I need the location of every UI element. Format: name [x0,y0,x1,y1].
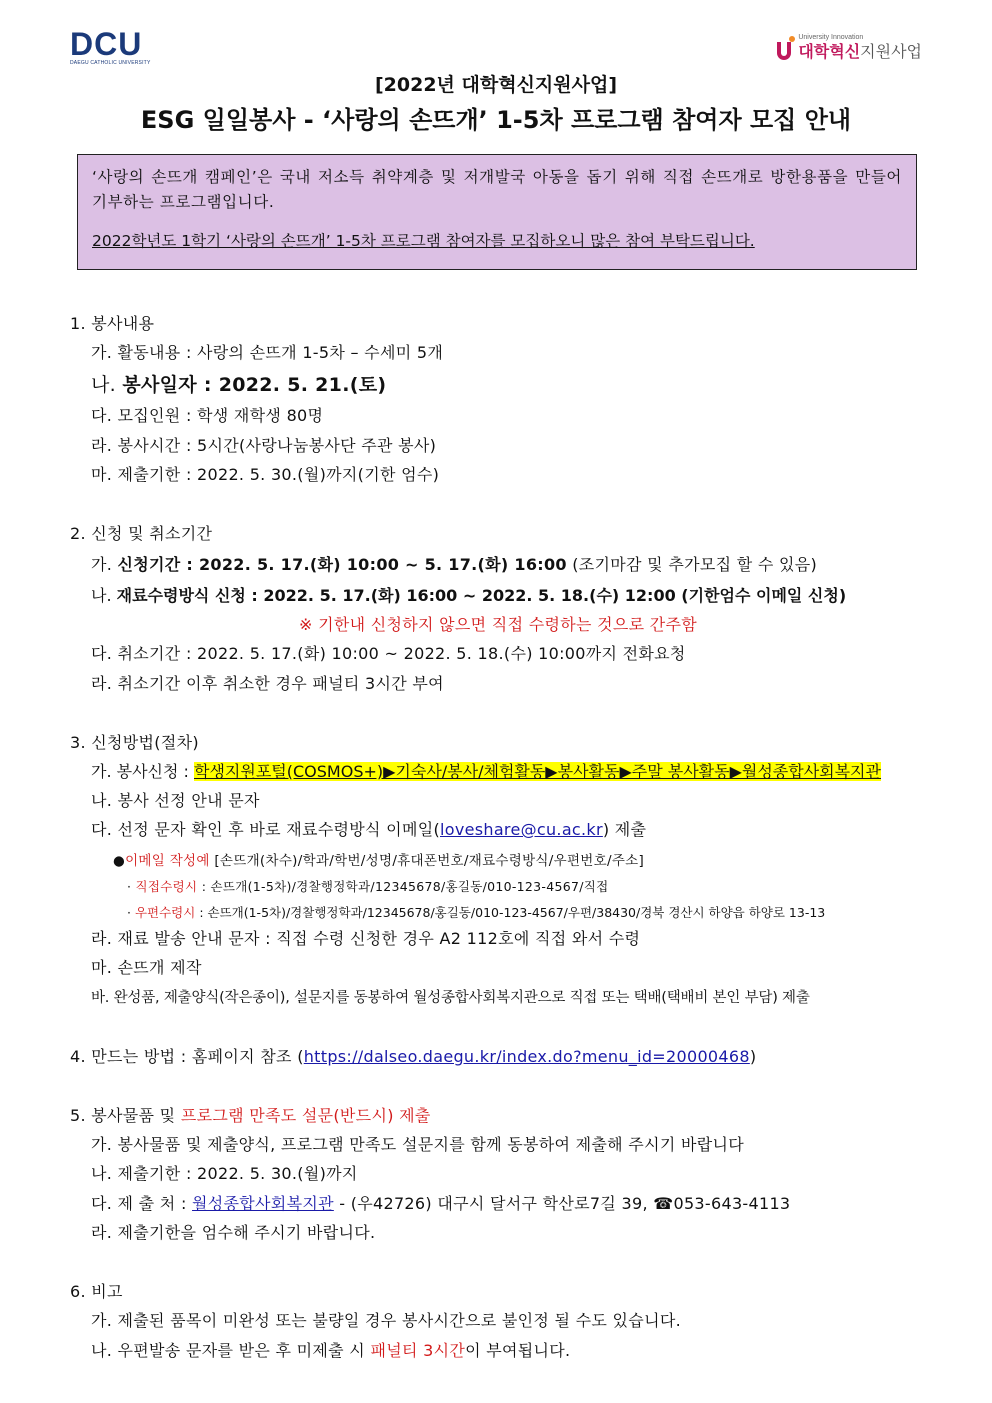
ui-logo-name-gray: 지원사업 [860,42,922,61]
dcu-logo-text: DCU [70,26,143,62]
intro-paragraph: ‘사랑의 손뜨개 캠페인’은 국내 저소득 취약계층 및 저개발국 아동을 돕기 위해 직접 손뜨개로 방한용품을 만들어 기부하는 프로그램입니다. [92,168,902,211]
s2-na-prefix: 나. [91,586,117,605]
email-example-label: 이메일 작성예 [125,853,210,869]
document-title: ESG 일일봉사 - ‘사랑의 손뜨개’ 1-5차 프로그램 참여자 모집 안내 [140,106,852,134]
s3-da-suffix: ) 제출 [602,820,647,839]
s6-item-ga: 가. 제출된 품목이 미완성 또는 불량일 경우 봉사시간으로 불인정 될 수도 있습니다. [91,1311,681,1330]
bullet-icon: ● [113,853,126,869]
email-link[interactable]: loveshare@cu.ac.kr [440,820,603,839]
s6-na-prefix: 나. 우편발송 문자를 받은 후 미제출 시 [91,1341,371,1360]
s1-na-prefix: 나. [91,374,123,396]
s1-item-ma: 마. 제출기한 : 2022. 5. 30.(월)까지(기한 엄수) [91,465,440,484]
university-innovation-mark-icon [775,36,795,62]
s2-ga-note: (조기마감 및 추가모집 할 수 있음) [566,555,818,574]
s5-item-na: 나. 제출기한 : 2022. 5. 30.(월)까지 [91,1164,358,1183]
s6-na-suffix: 이 부여됩니다. [465,1341,571,1360]
s3-item-na: 나. 봉사 선정 안내 문자 [91,791,260,810]
example-direct-text: : 손뜨개(1-5차)/경찰행정학과/12345678/홍길동/010-123-4567/직접 [197,879,609,894]
application-period: 신청기간 : 2022. 5. 17.(화) 10:00 ~ 5. 17.(화) 16:00 [117,555,567,574]
material-receipt-application: 재료수령방식 신청 : 2022. 5. 17.(화) 16:00 ~ 2022. 5. 18.(수) 12:00 (기한엄수 이메일 신청) [116,586,847,605]
intro-call-to-action: 2022학년도 1학기 ‘사랑의 손뜨개’ 1-5차 프로그램 참여자를 모집하오니 많은 참여 부탁드립니다. [92,232,755,250]
s4-suffix: ) [749,1047,757,1066]
example-mail-label: 우편수령시 [134,905,196,920]
penalty-notice: 패널티 3시간 [370,1341,466,1360]
s3-item-ra: 라. 재료 발송 안내 문자 : 직접 수령 신청한 경우 A2 112호에 직접 와서 수령 [91,929,641,948]
section-5-heading [70,1105,431,1127]
s5-da-prefix: 다. 제 출 처 : [91,1194,193,1213]
s2-item-na [91,585,846,607]
s4-prefix: 4. 만드는 방법 : 홈페이지 참조 ( [70,1047,304,1066]
s6-item-na [91,1340,570,1362]
example-mail-text: : 손뜨개(1-5차)/경찰행정학과/12345678/홍길동/010-123-4567/우편/38430/경북 경산시 하양읍 하양로 13-13 [195,905,826,920]
s1-item-ra: 라. 봉사시간 : 5시간(사랑나눔봉사단 주관 봉사) [91,436,437,455]
email-example-bullet [113,850,644,872]
intro-box [77,154,917,270]
submission-place: 월성종합사회복지관 [192,1194,334,1213]
section-1-heading: 1. 봉사내용 [70,314,155,333]
s2-ga-prefix: 가. [91,555,118,574]
ui-logo-name-red: 대학혁신 [798,42,861,61]
section-4-how-to [70,1046,756,1068]
deadline-warning: ※ 기한내 신청하지 않으면 직접 수령하는 것으로 간주함 [299,615,698,634]
s5-da-suffix: - (우42726) 대구시 달서구 학산로7길 39, ☎053-643-4113 [333,1194,791,1213]
s5-item-ra: 라. 제출기한을 엄수해 주시기 바랍니다. [91,1223,376,1242]
s3-da-prefix: 다. 선정 문자 확인 후 바로 재료수령방식 이메일( [91,820,440,839]
s1-item-ga: 가. 활동내용 : 사랑의 손뜨개 1-5차 – 수세미 5개 [91,343,444,362]
example-direct: · 직접수령시 : 손뜨개(1-5차)/경찰행정학과/12345678/홍길동/010-123-4567/직접 [127,879,609,894]
email-example-format: [손뜨개(차수)/학과/학번/성명/휴대폰번호/재료수령방식/우편번호/주소] [209,853,645,869]
s2-item-da: 다. 취소기간 : 2022. 5. 17.(화) 10:00 ~ 2022. 5. 18.(수) 10:00까지 전화요청 [91,644,686,663]
method-url-link[interactable]: https://dalseo.daegu.kr/index.do?menu_id=20000468 [303,1047,750,1066]
section-6-heading: 6. 비고 [70,1282,123,1301]
s5-head-prefix: 5. 봉사물품 및 [70,1106,181,1125]
section-3-heading: 3. 신청방법(절차) [70,733,199,752]
s5-item-ga: 가. 봉사물품 및 제출양식, 프로그램 만족도 설문지를 함께 동봉하여 제출해 주시기 바랍니다 [91,1135,744,1154]
s1-item-na [91,372,386,398]
survey-required-notice: 프로그램 만족도 설문(반드시) 제출 [180,1106,431,1125]
s2-item-ra: 라. 취소기간 이후 취소한 경우 패널티 3시간 부여 [91,674,444,693]
service-date: 봉사일자 : 2022. 5. 21.(토) [122,374,387,396]
s3-item-ga [91,761,881,783]
university-innovation-logo [775,28,922,62]
section-2-heading: 2. 신청 및 취소기간 [70,524,213,543]
s5-item-da [91,1193,790,1215]
portal-navigation-path: 학생지원포털(COSMOS+)▶기숙사/봉사/체험활동▶봉사활동▶주말 봉사활동▶월성종합사회복지관 [194,762,881,781]
s3-ga-prefix: 가. 봉사신청 : [91,762,195,781]
dcu-logo [70,28,150,66]
dcu-logo-subtitle: DAEGU CATHOLIC UNIVERSITY [70,60,151,66]
s2-item-ga [91,554,817,576]
example-mail: · 우편수령시 : 손뜨개(1-5차)/경찰행정학과/12345678/홍길동/010-123-4567/우편/38430/경북 경산시 하양읍 하양로 13-13 [127,905,826,920]
s3-item-ma: 마. 손뜨개 제작 [91,958,202,977]
ui-logo-tagline: University Innovation [798,34,864,41]
s3-item-ba: 바. 완성품, 제출양식(작은종이), 설문지를 동봉하여 월성종합사회복지관으로 직접 또는 택배(택배비 본인 부담) 제출 [91,990,810,1006]
document-supertitle: [2022년 대학혁신지원사업] [374,74,618,96]
example-direct-label: 직접수령시 [135,879,198,894]
s3-item-da [91,819,646,841]
s1-item-da: 다. 모집인원 : 학생 재학생 80명 [91,406,324,425]
